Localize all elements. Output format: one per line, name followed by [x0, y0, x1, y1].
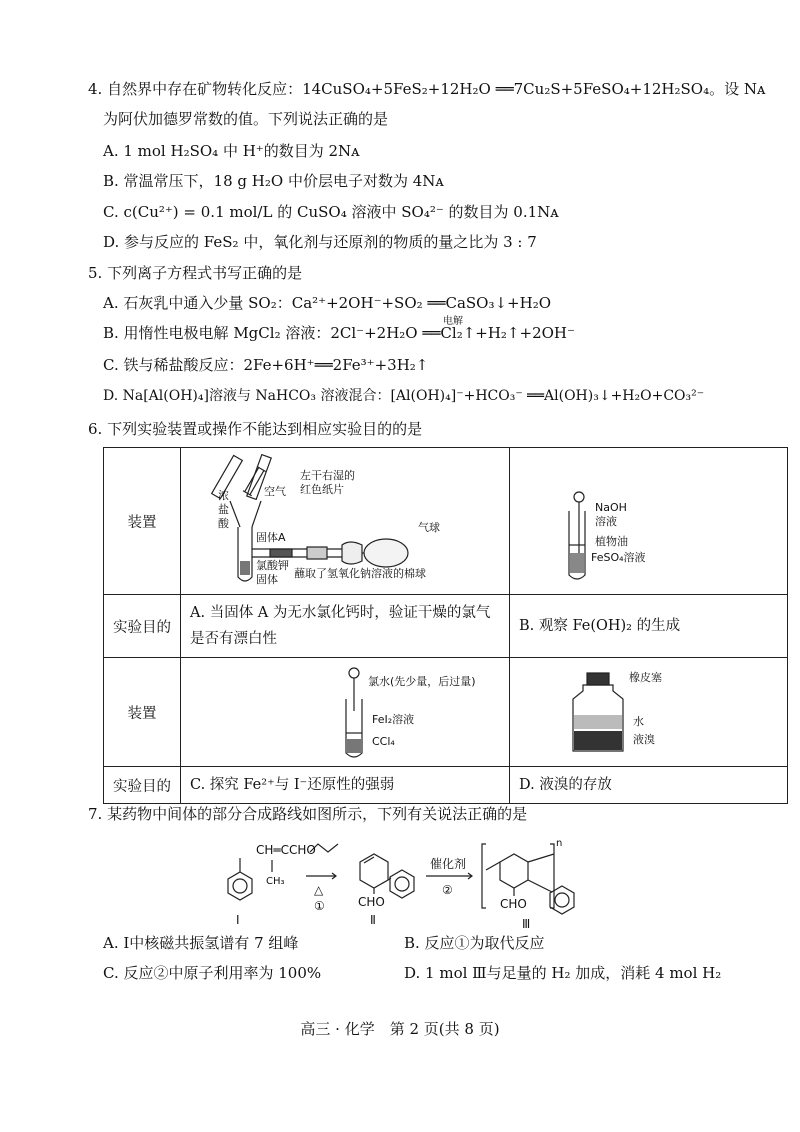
water-layer	[574, 715, 622, 729]
label-oil: 植物油	[595, 535, 628, 548]
q4-stem-line2: 为阿伏加德罗常数的值。下列说法正确的是	[103, 110, 389, 128]
synthesis-scheme	[210, 832, 600, 932]
purpose-b: B. 观察 Fe(OH)₂ 的生成	[519, 618, 681, 634]
row-label-purpose-2: 实验目的	[104, 767, 181, 804]
label-compound-3: Ⅲ	[522, 917, 531, 931]
q5-option-c: C. 铁与稀盐酸反应：2Fe+6H⁺══2Fe³⁺+3H₂↑	[103, 356, 429, 374]
label-fei2: FeI₂溶液	[372, 713, 415, 726]
purpose-c: C. 探究 Fe²⁺与 I⁻还原性的强弱	[190, 777, 395, 793]
q4-option-a: A. 1 mol H₂SO₄ 中 H⁺的数目为 2Nᴀ	[103, 142, 360, 160]
scheme-methyl: CH₃	[266, 876, 285, 887]
scheme-step1: ①	[314, 899, 325, 913]
feso4-layer	[570, 553, 584, 573]
label-water: 水	[633, 715, 644, 728]
purpose-d: D. 液溴的存放	[519, 777, 612, 793]
q5-electrolysis-condition: 电解	[443, 316, 463, 327]
label-paper: 左干右湿的	[300, 469, 355, 482]
label-conc-hcl-1: 浓	[218, 489, 229, 502]
benzene-ring-1	[228, 872, 252, 900]
q5-option-b: B. 用惰性电极电解 MgCl₂ 溶液：2Cl⁻+2H₂O ══Cl₂↑+H₂↑+2OH⁻	[103, 324, 575, 342]
q4-option-d: D. 参与反应的 FeS₂ 中，氧化剂与还原剂的物质的量之比为 3 : 7	[103, 233, 537, 251]
row-label-device-2: 装置	[104, 658, 181, 767]
q5-option-d: D. Na[Al(OH)₄]溶液与 NaHCO₃ 溶液混合：[Al(OH)₄]⁻+HCO₃⁻ ══Al(OH)₃↓+H₂O+CO₃²⁻	[103, 388, 705, 404]
q4-stem-line1: 4. 自然界中存在矿物转化反应：14CuSO₄+5FeS₂+12H₂O ══7Cu₂S+5FeSO₄+12H₂SO₄。设 Nᴀ	[88, 80, 766, 98]
q7-option-b: B. 反应①为取代反应	[404, 934, 545, 952]
q4-option-c: C. c(Cu²⁺) = 0.1 mol/L 的 CuSO₄ 溶液中 SO₄²⁻ 的数目为 0.1Nᴀ	[103, 203, 559, 221]
apparatus-a-figure	[182, 449, 508, 589]
label-feso4: FeSO₄溶液	[591, 551, 646, 564]
label-naoh: NaOH	[595, 501, 627, 514]
q5-option-a: A. 石灰乳中通入少量 SO₂：Ca²⁺+2OH⁻+SO₂ ══CaSO₃↓+H₂O	[103, 294, 552, 312]
label-balloon: 气球	[418, 521, 440, 534]
row-label-purpose-1: 实验目的	[104, 595, 181, 658]
apparatus-c	[181, 658, 510, 767]
label-chlorine-water: 氯水(先少量，后过量)	[368, 675, 476, 688]
q4-option-b: B. 常温常压下，18 g H₂O 中价层电子对数为 4Nᴀ	[103, 172, 444, 190]
scheme-cho-3: CHO	[500, 897, 527, 911]
apparatus-d-figure	[511, 659, 786, 761]
bromine-layer	[574, 731, 622, 750]
scheme-n: n	[556, 838, 563, 849]
label-naoh-solution: 溶液	[595, 515, 617, 528]
label-cotton: 蘸取了氢氧化钠溶液的棉球	[294, 567, 426, 580]
purpose-a	[182, 596, 508, 656]
ccl4-layer	[347, 739, 361, 753]
apparatus-a	[181, 448, 510, 595]
kclo3-solid-fill	[240, 561, 250, 575]
apparatus-b-figure	[511, 449, 786, 589]
q7-stem: 7. 某药物中间体的部分合成路线如图所示，下列有关说法正确的是	[88, 805, 528, 823]
page-footer: 高三 · 化学 第 2 页(共 8 页)	[300, 1020, 500, 1038]
label-kclo3-solid: 固体	[256, 573, 278, 586]
apparatus-d	[510, 658, 788, 767]
label-solid-a: 固体A	[256, 531, 286, 544]
apparatus-c-figure	[182, 659, 508, 761]
scheme-delta: △	[314, 883, 324, 897]
q7-option-a: A. Ⅰ中核磁共振氢谱有 7 组峰	[103, 934, 299, 952]
label-paper2: 红色纸片	[300, 483, 344, 496]
label-stopper: 橡皮塞	[629, 671, 662, 684]
label-conc-hcl-2: 盐	[218, 503, 229, 516]
q7-option-c: C. 反应②中原子利用率为 100%	[103, 964, 322, 982]
label-conc-hcl-3: 酸	[218, 517, 229, 530]
scheme-chain: CH═CCHO	[256, 843, 316, 857]
purpose-a-line1: A. 当固体 A 为无水氯化钙时，验证干燥的氯气	[190, 605, 491, 621]
purpose-a-line2: 是否有漂白性	[190, 631, 277, 647]
apparatus-b	[510, 448, 788, 595]
scheme-step2: ②	[442, 883, 453, 897]
q5-stem: 5. 下列离子方程式书写正确的是	[88, 264, 303, 282]
row-label-device-1: 装置	[104, 448, 181, 595]
scheme-catalyst: 催化剂	[430, 857, 467, 871]
label-bromine: 液溴	[633, 733, 655, 746]
experiment-table	[103, 447, 788, 804]
scheme-cho-2: CHO	[358, 895, 385, 909]
label-kclo3: 氯酸钾	[256, 559, 289, 572]
label-ccl4: CCl₄	[372, 735, 395, 748]
q7-option-d: D. 1 mol Ⅲ与足量的 H₂ 加成，消耗 4 mol H₂	[404, 964, 722, 982]
label-compound-2: Ⅱ	[370, 913, 376, 927]
label-air: 空气	[264, 485, 286, 498]
label-compound-1: Ⅰ	[236, 913, 240, 927]
q6-stem: 6. 下列实验装置或操作不能达到相应实验目的的是	[88, 420, 423, 438]
